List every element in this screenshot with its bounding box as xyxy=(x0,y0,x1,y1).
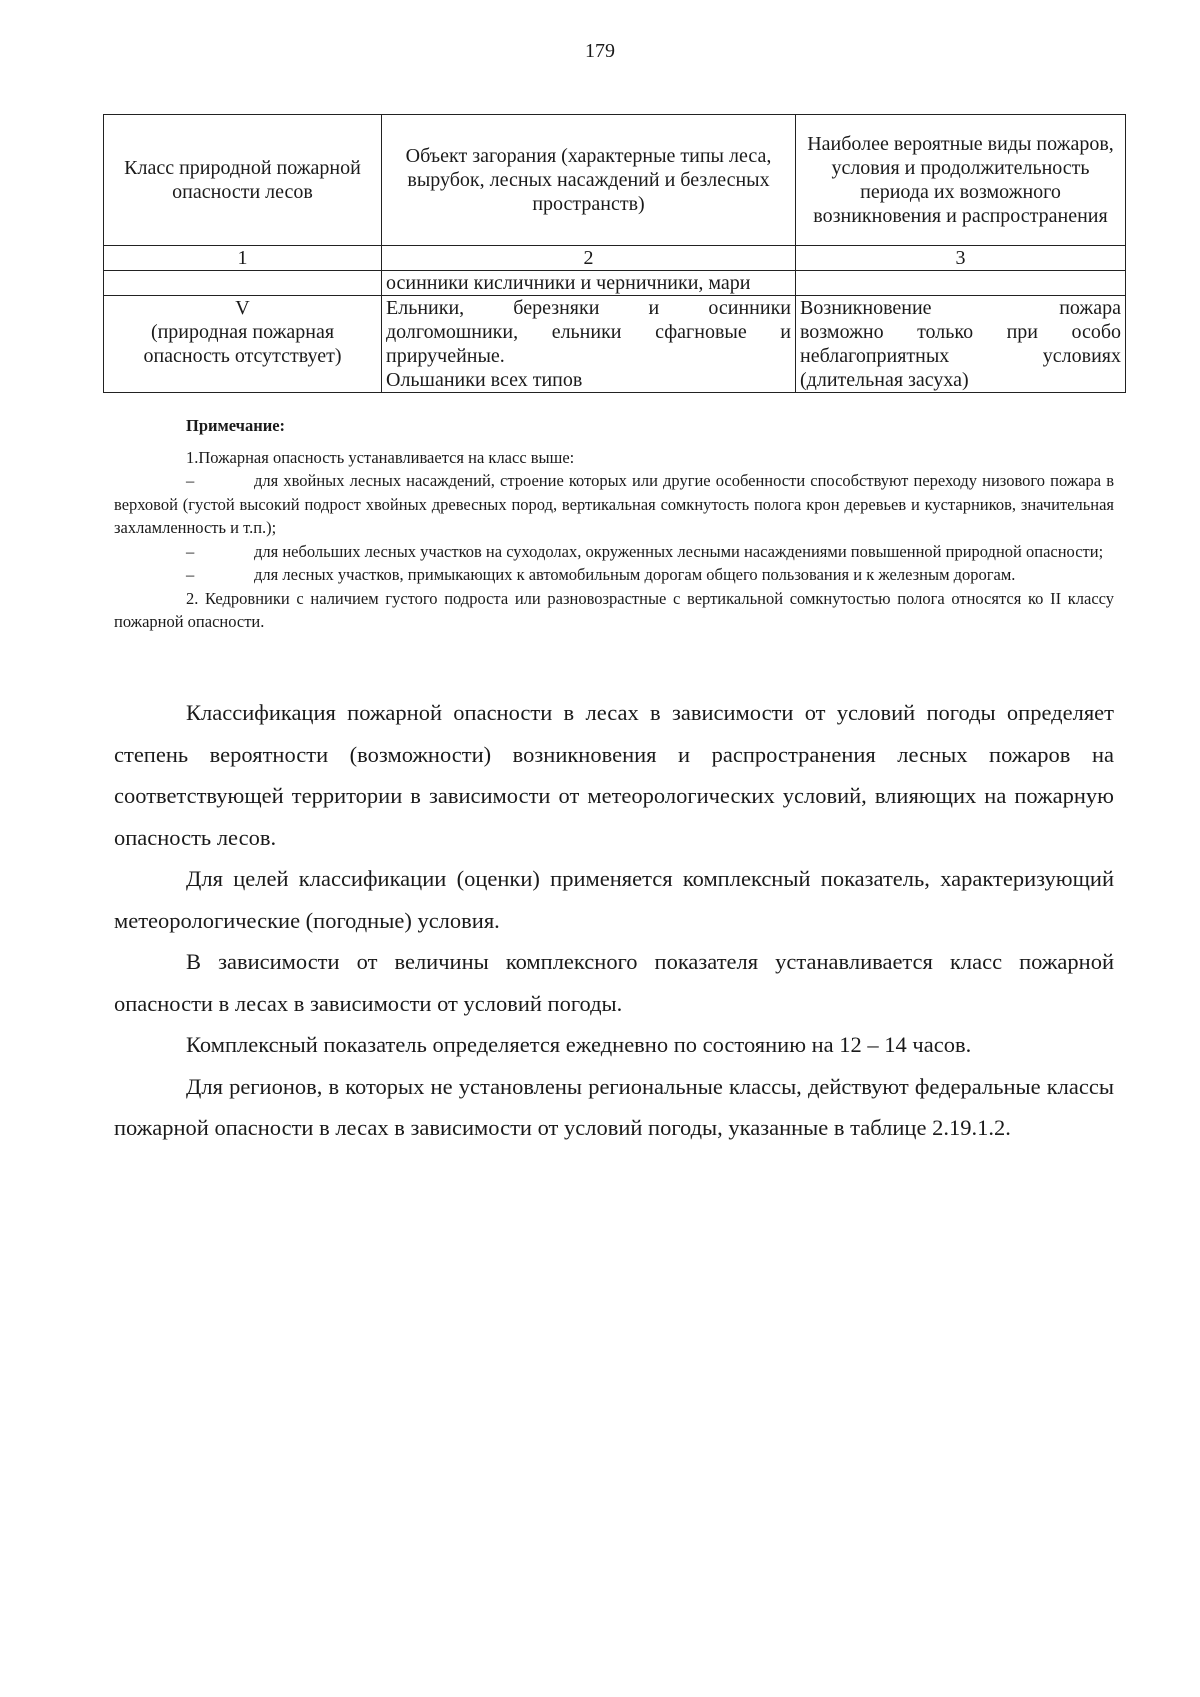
fires-line: возможно только при особо xyxy=(800,321,1121,343)
column-number: 2 xyxy=(382,246,796,271)
note-bullet xyxy=(114,469,1114,540)
note-bullet-text: для лесных участков, примыкающих к автомобильным дорогам общего пользования и к железным дорогам. xyxy=(254,565,1016,584)
page-number: 179 xyxy=(585,40,615,62)
table-column-numbers-row xyxy=(104,246,1126,271)
column-number: 1 xyxy=(104,246,382,271)
class-v-line: (природная пожарная xyxy=(150,321,335,343)
fires-line: Возникновение пожара xyxy=(800,297,1121,319)
cell-fires-v xyxy=(796,296,1126,393)
header-object: Объект загорания (характерные типы леса, вырубок, лесных насаждений и безлесных пространств) xyxy=(382,115,796,246)
paragraph: Для целей классификации (оценки) применяется комплексный показатель, характеризующий метеорологические (погодные) условия. xyxy=(114,866,1114,933)
fire-danger-table xyxy=(103,114,1126,393)
cell-class-v xyxy=(104,296,382,393)
objects-line: Ольшаники всех типов xyxy=(386,369,583,391)
dash-marker: – xyxy=(186,541,195,561)
note-bullet xyxy=(114,540,1114,564)
notes-title: Примечание: xyxy=(186,416,286,435)
note-bullet-text: для хвойных лесных насаждений, строение которых или другие особенности способствуют переходу низового пожара в верховой (густой высокий подрост хвойных древесных пород, вертикальная сомкнутость полога крон деревьев и кустарников, значительная захламленность и т.п.); xyxy=(114,471,1114,537)
class-v-line: опасность отсутствует) xyxy=(143,345,342,367)
dash-marker: – xyxy=(186,471,195,490)
objects-line: приручейные. xyxy=(386,345,505,367)
paragraph: Классификация пожарной опасности в лесах в зависимости от условий погоды определяет степень вероятности (возможности) возникновения и распространения лесных пожаров на соответствующей территории в зависимости от метеорологических условий, влияющих на пожарную опасность лесов. xyxy=(114,700,1114,850)
paragraph: Для регионов, в которых не установлены региональные классы, действуют федеральные классы пожарной опасности в лесах в зависимости от условий погоды, указанные в таблице 2.19.1.2. xyxy=(114,1073,1114,1140)
objects-line: долгомошники, ельники сфагновые и xyxy=(386,321,791,343)
column-number: 3 xyxy=(796,246,1126,271)
table-cell xyxy=(796,271,1126,296)
body-text xyxy=(114,692,1114,1149)
note-item-1-intro: 1.Пожарная опасность устанавливается на класс выше: xyxy=(186,447,575,467)
table-row-class-v xyxy=(104,296,1126,393)
table-row xyxy=(104,271,1126,296)
note-bullet-text: для небольших лесных участков на суходолах, окруженных лесными насаждениями повышенной природной опасности; xyxy=(254,541,1104,561)
objects-line: Ельники, березняки и осинники xyxy=(386,297,791,319)
header-class: Класс природной пожарной опасности лесов xyxy=(104,115,382,246)
header-fire-types: Наиболее вероятные виды пожаров, условия и продолжительность периода их возможного возникновения и распространения xyxy=(796,115,1126,246)
table-cell xyxy=(104,271,382,296)
note-item-2: 2. Кедровники с наличием густого подроста или разновозрастные с вертикальной сомкнутостью полога относятся ко II классу пожарной опасности. xyxy=(114,588,1114,631)
fires-line: неблагоприятных условиях xyxy=(800,345,1121,367)
table-header-row xyxy=(104,115,1126,246)
table-cell: осинники кисличники и черничники, мари xyxy=(382,271,796,296)
cell-objects-v xyxy=(382,296,796,393)
fires-line: (длительная засуха) xyxy=(800,369,969,391)
class-v-line: V xyxy=(235,297,250,319)
dash-marker: – xyxy=(186,565,195,584)
paragraph: Комплексный показатель определяется ежедневно по состоянию на 12 – 14 часов. xyxy=(186,1032,972,1057)
paragraph: В зависимости от величины комплексного показателя устанавливается класс пожарной опасности в лесах в зависимости от условий погоды. xyxy=(114,949,1114,1016)
table-notes xyxy=(114,414,1114,634)
note-bullet xyxy=(114,563,1114,587)
